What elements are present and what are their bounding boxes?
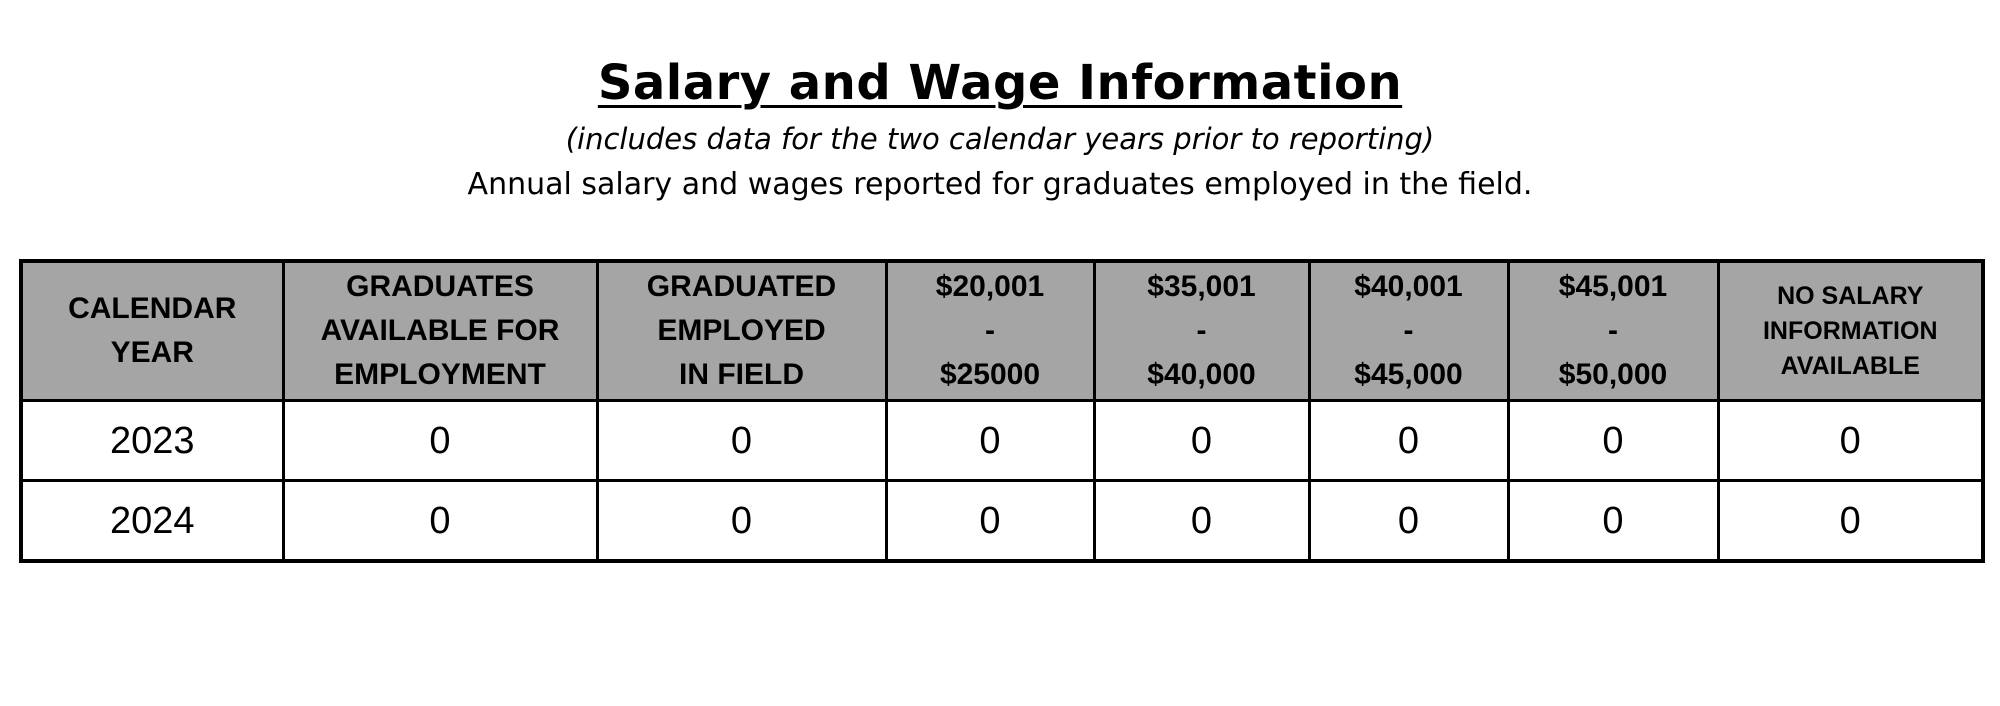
salary-table [19,259,1985,563]
cell-range-35001-40000: 0 [1094,481,1309,562]
header-calendar-year: CALENDAR YEAR [21,261,283,401]
cell-graduates-available: 0 [283,481,597,562]
header-range-35001-40000: $35,001 - $40,000 [1094,261,1309,401]
cell-graduates-available: 0 [283,401,597,481]
table-row [21,481,1983,562]
cell-calendar-year: 2023 [21,401,283,481]
cell-range-45001-50000: 0 [1508,401,1718,481]
cell-graduated-employed: 0 [597,481,886,562]
cell-range-45001-50000: 0 [1508,481,1718,562]
table-header-row [21,261,1983,401]
header-graduated-employed: GRADUATED EMPLOYED IN FIELD [597,261,886,401]
header-range-20001-25000: $20,001 - $25000 [886,261,1094,401]
cell-range-20001-25000: 0 [886,401,1094,481]
header-range-45001-50000: $45,001 - $50,000 [1508,261,1718,401]
cell-no-salary-info: 0 [1718,401,1983,481]
cell-calendar-year: 2024 [21,481,283,562]
table-row [21,401,1983,481]
cell-range-35001-40000: 0 [1094,401,1309,481]
cell-range-40001-45000: 0 [1309,481,1508,562]
cell-range-20001-25000: 0 [886,481,1094,562]
cell-no-salary-info: 0 [1718,481,1983,562]
page-subtitle: (includes data for the two calendar years prior to reporting) [565,122,1435,156]
page-description: Annual salary and wages reported for graduates employed in the field. [467,167,1533,202]
cell-range-40001-45000: 0 [1309,401,1508,481]
header-graduates-available: GRADUATES AVAILABLE FOR EMPLOYMENT [283,261,597,401]
page-title: Salary and Wage Information [597,55,1403,111]
cell-graduated-employed: 0 [597,401,886,481]
header-no-salary-info: NO SALARY INFORMATION AVAILABLE [1718,261,1983,401]
header-range-40001-45000: $40,001 - $45,000 [1309,261,1508,401]
